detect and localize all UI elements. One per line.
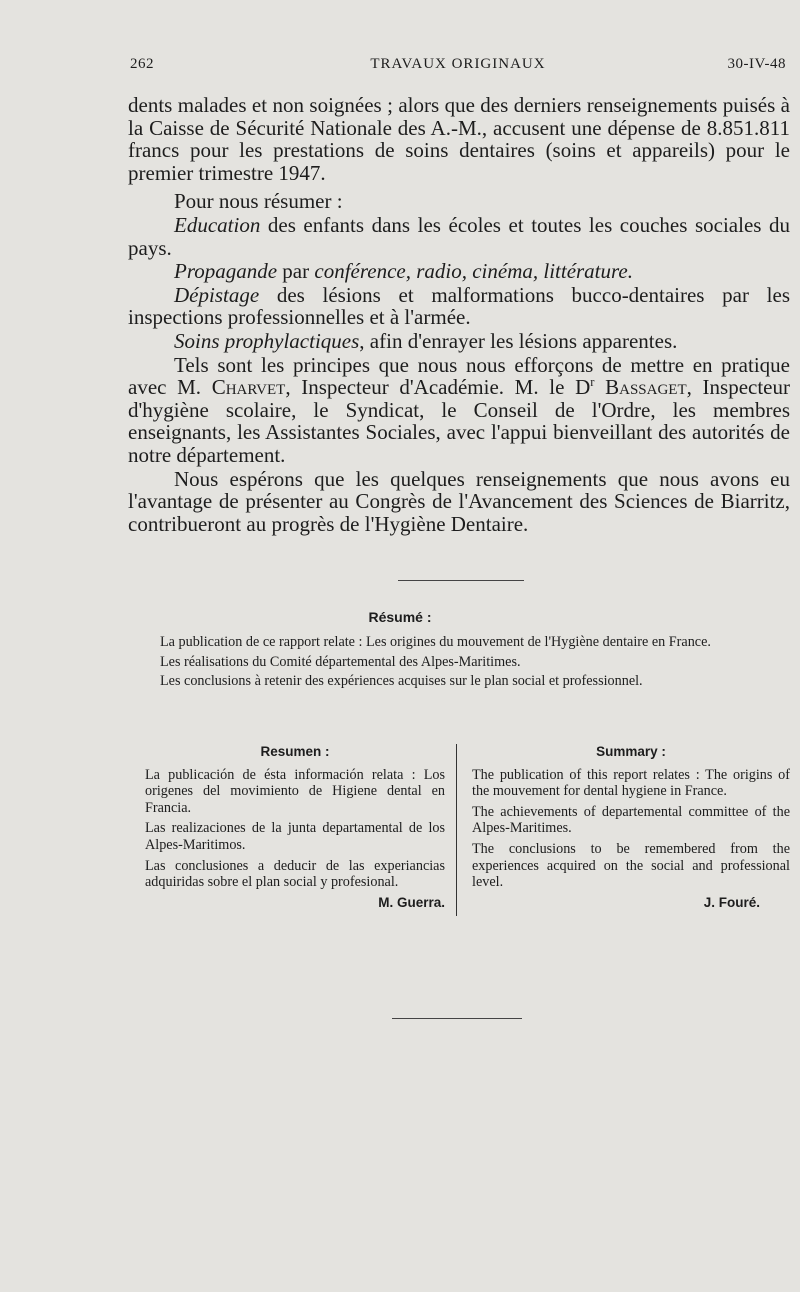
running-title: TRAVAUX ORIGINAUX [370, 56, 546, 72]
summary-english [472, 744, 790, 911]
doctor-superscript: r [590, 375, 595, 390]
paragraph-soins [128, 330, 790, 353]
principes-text-c: , Inspecteur d'hygiène scolaire, le Syndicat, le Conseil de l'Ordre, les membres enseignants, les Assistantes Sociales, avec l'appui bienveillant des autorités de notre département. [128, 375, 790, 467]
resumen-heading: Resumen : [260, 744, 330, 759]
principes-text-a: Tels sont les principes que nous nous efforçons de mettre en pratique avec M. [128, 352, 790, 400]
resume-french [128, 634, 790, 693]
resumen-paragraph-1: La publicación de ésta información relata : Los origenes del movimiento de Higiene dental en Francia. [145, 766, 445, 816]
propagande-media: conférence, radio, cinéma, littérature. [314, 259, 633, 284]
resumen-paragraph-2: Las realizaciones de la junta departamental de los Alpes-Maritimos. [145, 820, 445, 853]
resume-paragraph-2: Les réalisations du Comité départemental des Alpes-Maritimes. [160, 653, 521, 670]
paragraph-education [128, 214, 790, 259]
paragraph-conclusion: Nous espérons que les quelques renseignements que nous avons eu l'avantage de présenter au Congrès de l'Avancement des Sciences de Biarritz, contribueront au progrès de l'Hygiène Dentaire. [128, 466, 790, 536]
resumen-signature: M. Guerra. [378, 894, 445, 910]
paragraph-2: Pour nous résumer : [174, 189, 343, 214]
depistage-text: des lésions et malformations bucco-dentaires par les inspections professionnelles et à l'armée. [128, 282, 790, 330]
section-divider [398, 580, 524, 581]
soins-text: , afin d'enrayer les lésions apparentes. [359, 328, 678, 353]
depistage-term: Dépistage [174, 282, 260, 307]
summary-paragraph-3: The conclusions to be remembered from the experiences acquired on the social and professional level. [472, 840, 790, 891]
principes-text-b: , Inspecteur d'Académie. M. le D [285, 375, 591, 400]
running-header [130, 56, 786, 80]
page-number: 262 [130, 56, 154, 72]
paragraph-propagande [128, 260, 790, 283]
article-body [128, 94, 790, 535]
propagande-term: Propagande [174, 259, 278, 284]
soins-term: Soins prophylactiques [174, 328, 360, 353]
education-text: des enfants dans les écoles et toutes les couches sociales du pays. [128, 212, 790, 260]
resume-paragraph-3: Les conclusions à retenir des expériences acquises sur le plan social et professionnel. [160, 673, 643, 690]
resume-heading: Résumé : [368, 609, 432, 625]
column-divider [456, 744, 457, 916]
end-divider [392, 1018, 522, 1019]
name-charvet: Charvet [211, 375, 286, 400]
name-bassaget: Bassaget [605, 375, 687, 400]
education-term: Education [174, 212, 261, 237]
summary-paragraph-2: The achievements of departemental committee of the Alpes-Maritimes. [472, 803, 790, 837]
resumen-spanish [145, 744, 445, 911]
summary-paragraph-1: The publication of this report relates : The origins of the mouvement for dental hygiene in France. [472, 766, 790, 800]
propagande-par: par [277, 259, 315, 284]
resumen-paragraph-3: Las conclusiones a deducir de las experiancias adquiridas sobre el plan social y profesional. [145, 857, 445, 891]
paragraph-depistage [128, 284, 790, 329]
paragraph-1: dents malades et non soignées ; alors que des derniers renseignements puisés à la Caisse de Sécurité Nationale des A.-M., accusent une dépense de 8.851.811 francs pour les prestations de soins dentaires (soins et appareils) pour le premier trimestre 1947. [128, 93, 790, 185]
resume-paragraph-1: La publication de ce rapport relate : Les origines du mouvement de l'Hygiène dentaire en France. [160, 634, 711, 650]
issue-date: 30-IV-48 [727, 56, 786, 72]
summary-signature: J. Fouré. [703, 894, 760, 910]
summary-heading: Summary : [596, 744, 666, 759]
paragraph-principes [128, 354, 790, 467]
